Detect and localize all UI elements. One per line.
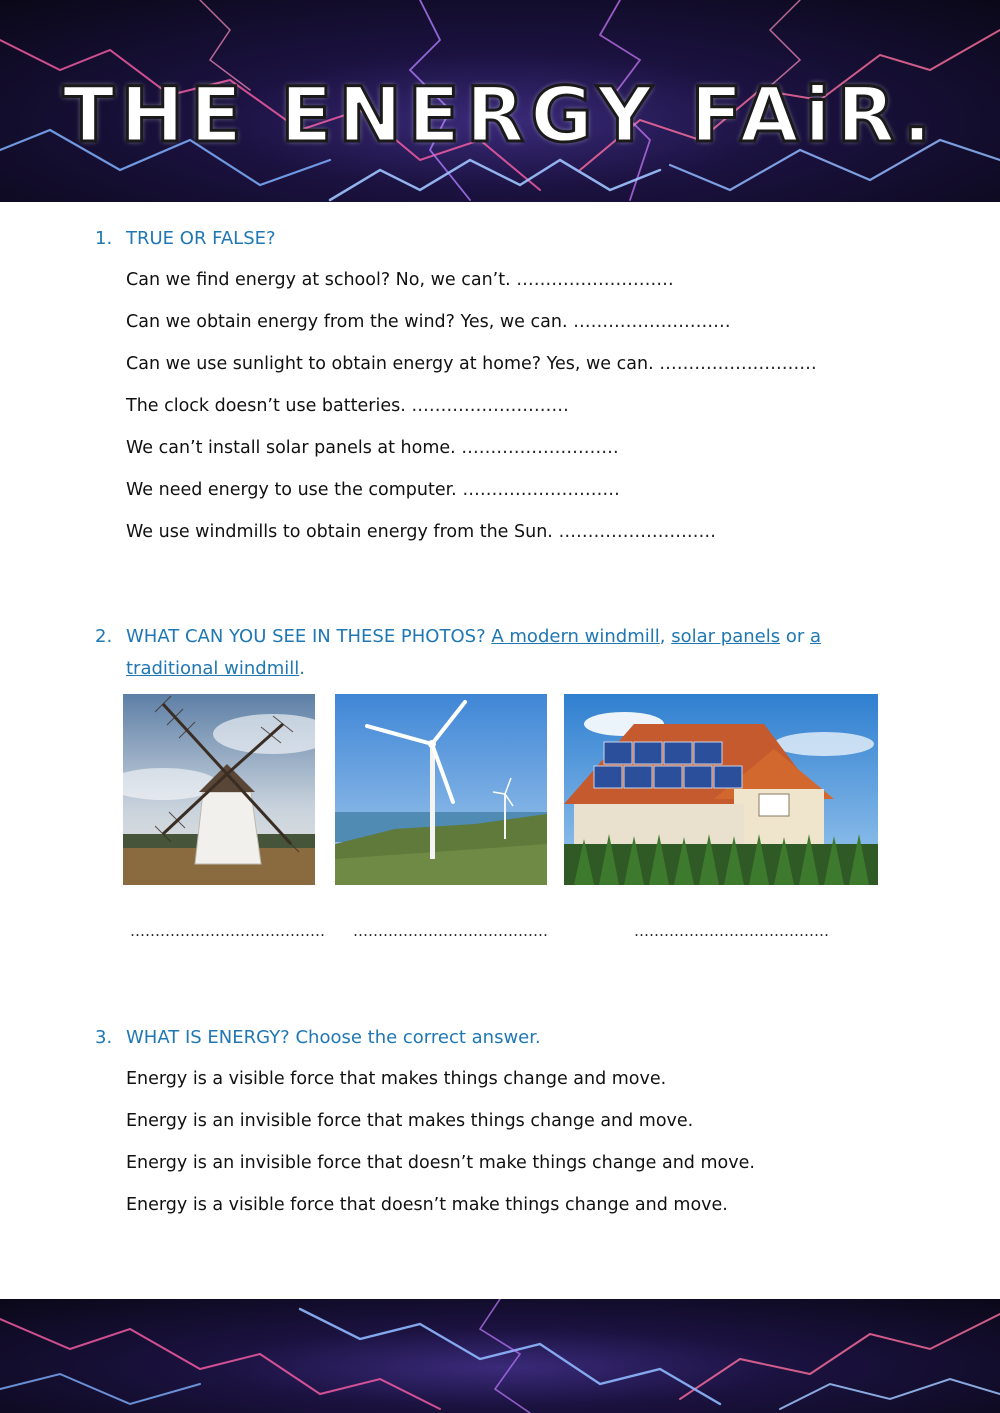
- answer-blank[interactable]: ………………………: [516, 270, 674, 290]
- option-traditional-windmill: traditional windmill: [126, 658, 300, 679]
- option-traditional-windmill-article: a: [809, 626, 822, 647]
- true-false-item: [126, 522, 716, 542]
- statement-text: The clock doesn’t use batteries.: [126, 396, 406, 416]
- statement-text: We use windmills to obtain energy from the Sun.: [126, 522, 553, 542]
- section-3-number: 3.: [95, 1027, 113, 1048]
- section-1-number: 1.: [95, 228, 113, 249]
- section-2-title: WHAT CAN YOU SEE IN THESE PHOTOS?: [126, 626, 486, 647]
- section-2-heading: [95, 616, 915, 658]
- answer-option[interactable]: Energy is a visible force that makes things change and move.: [126, 1069, 667, 1089]
- true-false-item: [126, 354, 817, 374]
- answer-blank[interactable]: ………………………: [462, 480, 620, 500]
- answer-blank[interactable]: ………………………: [573, 312, 731, 332]
- answer-blank[interactable]: ………………………: [461, 438, 619, 458]
- answer-blank-photo-2[interactable]: …………………………………: [353, 922, 548, 940]
- true-false-item: [126, 312, 731, 332]
- true-false-item: [126, 396, 569, 416]
- section-2-heading-cont: [126, 658, 305, 679]
- separator: or: [785, 626, 805, 647]
- statement-text: Can we obtain energy from the wind? Yes, we can.: [126, 312, 568, 332]
- lightning-graphic: [0, 1299, 1000, 1413]
- statement-text: Can we find energy at school? No, we can’t.: [126, 270, 511, 290]
- section-1-title: TRUE OR FALSE?: [126, 228, 276, 249]
- footer-banner: [0, 1299, 1000, 1413]
- period: .: [299, 658, 305, 679]
- header-banner: [0, 0, 1000, 202]
- page-title: THE ENERGY FAiR.: [62, 70, 938, 159]
- answer-blank-photo-3[interactable]: …………………………………: [634, 922, 829, 940]
- answer-option[interactable]: Energy is a visible force that doesn’t make things change and move.: [126, 1195, 728, 1215]
- photo-modern-windmill: [335, 694, 547, 885]
- section-3-title: WHAT IS ENERGY? Choose the correct answer.: [126, 1027, 541, 1048]
- answer-blank[interactable]: ………………………: [659, 354, 817, 374]
- answer-blank-photo-1[interactable]: …………………………………: [130, 922, 325, 940]
- photo-solar-panels: [564, 694, 878, 885]
- true-false-item: [126, 438, 619, 458]
- section-2-number: 2.: [95, 626, 113, 647]
- answer-blank[interactable]: ………………………: [411, 396, 569, 416]
- option-solar-panels: solar panels: [671, 626, 781, 647]
- statement-text: Can we use sunlight to obtain energy at home? Yes, we can.: [126, 354, 654, 374]
- answer-option[interactable]: Energy is an invisible force that doesn’t make things change and move.: [126, 1153, 755, 1173]
- section-1-heading: [95, 228, 276, 249]
- section-3-heading: [95, 1027, 541, 1048]
- true-false-item: [126, 270, 674, 290]
- answer-option[interactable]: Energy is an invisible force that makes things change and move.: [126, 1111, 694, 1131]
- answer-blank[interactable]: ………………………: [558, 522, 716, 542]
- statement-text: We need energy to use the computer.: [126, 480, 457, 500]
- statement-text: We can’t install solar panels at home.: [126, 438, 456, 458]
- separator: ,: [659, 626, 666, 647]
- photo-traditional-windmill: [123, 694, 315, 885]
- option-modern-windmill: A modern windmill: [491, 626, 660, 647]
- true-false-item: [126, 480, 620, 500]
